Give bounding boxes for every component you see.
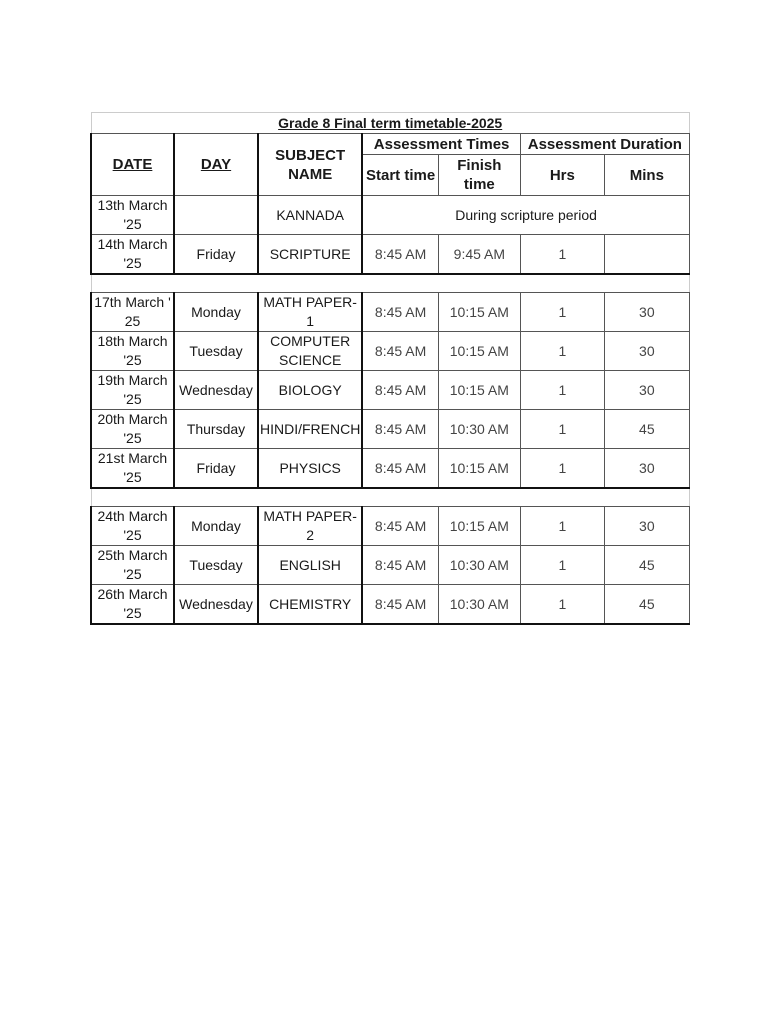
timetable-sheet [90,112,690,625]
table-row [91,235,689,275]
cell-start: 8:45 AM [362,449,438,489]
cell-start: 8:45 AM [362,293,438,332]
cell-day: Monday [174,293,258,332]
cell-day: Wednesday [174,371,258,410]
cell-day: Tuesday [174,546,258,585]
cell-hrs: 1 [520,332,604,371]
cell-date: 25th March '25 [91,546,174,585]
cell-date: 18th March '25 [91,332,174,371]
header-mins: Mins [604,155,689,196]
cell-day [174,196,258,235]
header-assessment-times: Assessment Times [362,134,520,155]
cell-date: 24th March '25 [91,507,174,546]
cell-hrs: 1 [520,546,604,585]
cell-hrs: 1 [520,371,604,410]
table-row [91,585,689,625]
table-row [91,293,689,332]
cell-finish: 10:15 AM [438,507,520,546]
cell-mins [604,235,689,275]
table-row [91,449,689,489]
cell-day: Thursday [174,410,258,449]
cell-finish: 10:15 AM [438,449,520,489]
cell-mins: 45 [604,546,689,585]
cell-mins: 30 [604,449,689,489]
table-row-special [91,196,689,235]
cell-mins: 45 [604,585,689,625]
table-row [91,371,689,410]
cell-subject: SCRIPTURE [258,235,362,275]
cell-mins: 30 [604,371,689,410]
cell-day: Tuesday [174,332,258,371]
cell-start: 8:45 AM [362,410,438,449]
cell-subject: HINDI/FRENCH [258,410,362,449]
spacer-row [91,274,689,293]
cell-date: 17th March ' 25 [91,293,174,332]
table-row [91,332,689,371]
cell-start: 8:45 AM [362,235,438,275]
header-subject: SUBJECT NAME [258,134,362,196]
cell-start: 8:45 AM [362,332,438,371]
cell-date: 21st March '25 [91,449,174,489]
cell-start: 8:45 AM [362,371,438,410]
cell-finish: 10:30 AM [438,585,520,625]
cell-subject: MATH PAPER-2 [258,507,362,546]
cell-hrs: 1 [520,507,604,546]
cell-finish: 10:15 AM [438,371,520,410]
cell-finish: 10:15 AM [438,293,520,332]
cell-date: 14th March '25 [91,235,174,275]
cell-day: Wednesday [174,585,258,625]
cell-day: Monday [174,507,258,546]
cell-day: Friday [174,235,258,275]
cell-date: 26th March '25 [91,585,174,625]
header-finish-time: Finish time [438,155,520,196]
cell-subject: COMPUTER SCIENCE [258,332,362,371]
cell-subject: MATH PAPER-1 [258,293,362,332]
cell-finish: 10:30 AM [438,410,520,449]
cell-hrs: 1 [520,235,604,275]
cell-finish: 9:45 AM [438,235,520,275]
header-start-time: Start time [362,155,438,196]
cell-hrs: 1 [520,293,604,332]
table-row [91,546,689,585]
header-hrs: Hrs [520,155,604,196]
cell-mins: 30 [604,293,689,332]
cell-subject: KANNADA [258,196,362,235]
table-row [91,410,689,449]
spacer-row [91,488,689,507]
cell-hrs: 1 [520,449,604,489]
cell-hrs: 1 [520,585,604,625]
cell-date: 13th March '25 [91,196,174,235]
header-day: DAY [174,134,258,196]
cell-subject: ENGLISH [258,546,362,585]
cell-day: Friday [174,449,258,489]
cell-finish: 10:30 AM [438,546,520,585]
cell-finish: 10:15 AM [438,332,520,371]
cell-note: During scripture period [362,196,689,235]
header-date: DATE [91,134,174,196]
cell-date: 20th March '25 [91,410,174,449]
table-row [91,507,689,546]
cell-start: 8:45 AM [362,546,438,585]
timetable-title: Grade 8 Final term timetable-2025 [91,113,689,134]
timetable [90,112,690,625]
cell-start: 8:45 AM [362,585,438,625]
cell-mins: 30 [604,332,689,371]
cell-mins: 45 [604,410,689,449]
cell-hrs: 1 [520,410,604,449]
cell-subject: CHEMISTRY [258,585,362,625]
cell-date: 19th March '25 [91,371,174,410]
cell-start: 8:45 AM [362,507,438,546]
cell-subject: BIOLOGY [258,371,362,410]
cell-subject: PHYSICS [258,449,362,489]
header-assessment-duration: Assessment Duration [520,134,689,155]
cell-mins: 30 [604,507,689,546]
